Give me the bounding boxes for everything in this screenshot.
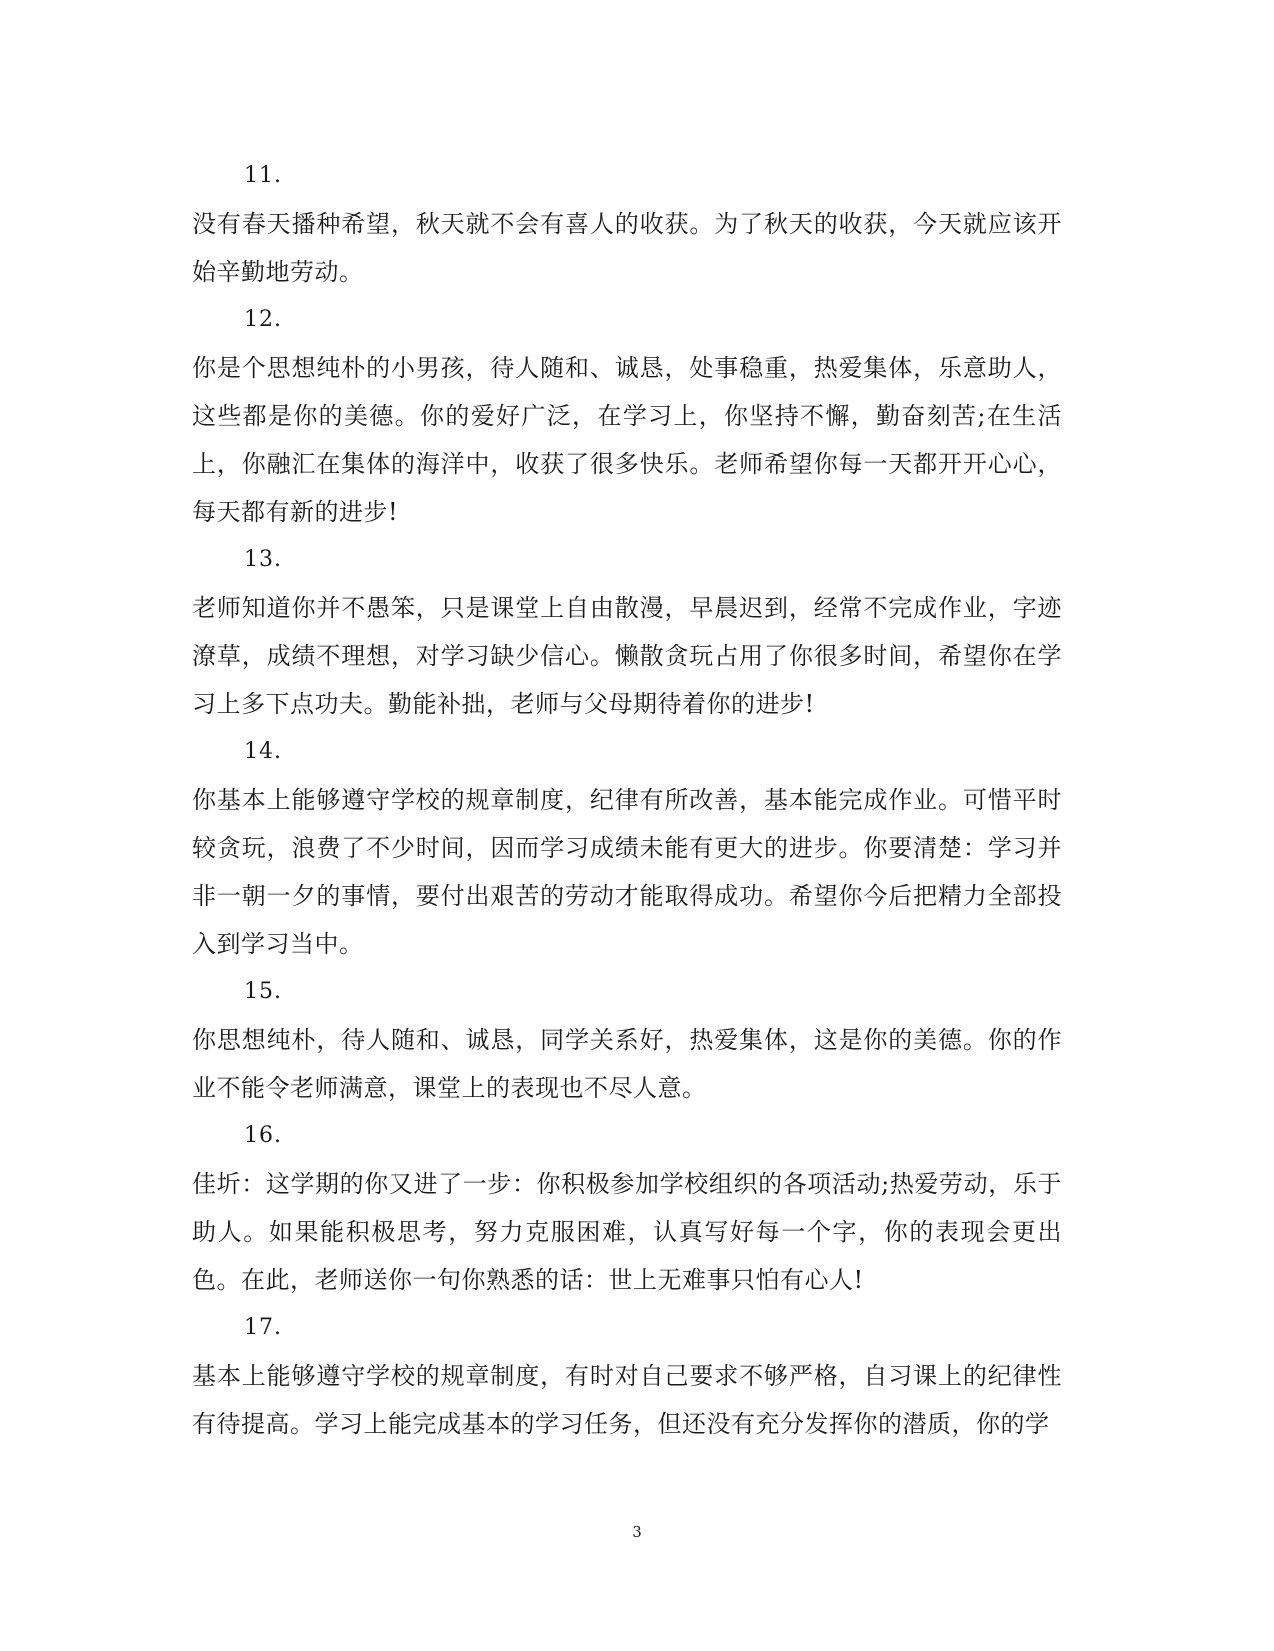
entry-text: 基本上能够遵守学校的规章制度，有时对自己要求不够严格，自习课上的纪律性有待提高。学习上能完成基本的学习任务，但还没有充分发挥你的潜质，你的学 [192,1362,1062,1438]
entry-12 [192,296,1062,536]
entry-text: 你思想纯朴，待人随和、诚恳，同学关系好，热爱集体，这是你的美德。你的作业不能令老师满意，课堂上的表现也不尽人意。 [192,1026,1062,1102]
entry-number: 13. [244,547,282,572]
entry-text: 你是个思想纯朴的小男孩，待人随和、诚恳，处事稳重，热爱集体，乐意助人，这些都是你的美德。你的爱好广泛，在学习上，你坚持不懈，勤奋刻苦;在生活上，你融汇在集体的海洋中，收获了很多快乐。老师希望你每一天都开开心心，每天都有新的进步! [192,354,1062,526]
entry-number: 14. [244,739,282,764]
entry-number: 15. [244,979,282,1004]
entry-number: 12. [244,307,282,332]
page-number: 3 [632,1523,642,1541]
entry-11 [192,152,1062,296]
entry-14 [192,728,1062,968]
entry-text: 佳圻：这学期的你又进了一步：你积极参加学校组织的各项活动;热爱劳动，乐于助人。如果能积极思考，努力克服困难，认真写好每一个字，你的表现会更出色。在此，老师送你一句你熟悉的话：世上无难事只怕有心人! [192,1170,1062,1294]
entry-16 [192,1112,1062,1304]
entry-number: 17. [244,1315,282,1340]
entry-text: 没有春天播种希望，秋天就不会有喜人的收获。为了秋天的收获，今天就应该开始辛勤地劳动。 [192,210,1062,286]
entry-17 [192,1304,1062,1448]
entry-number: 11. [244,163,282,188]
entry-13 [192,536,1062,728]
document-body [192,152,1062,1448]
entry-text: 老师知道你并不愚笨，只是课堂上自由散漫，早晨迟到，经常不完成作业，字迹潦草，成绩不理想，对学习缺少信心。懒散贪玩占用了你很多时间，希望你在学习上多下点功夫。勤能补拙，老师与父母期待着你的进步! [192,594,1062,718]
entry-number: 16. [244,1123,282,1148]
entry-text: 你基本上能够遵守学校的规章制度，纪律有所改善，基本能完成作业。可惜平时较贪玩，浪费了不少时间，因而学习成绩未能有更大的进步。你要清楚：学习并非一朝一夕的事情，要付出艰苦的劳动才能取得成功。希望你今后把精力全部投入到学习当中。 [192,786,1062,958]
entry-15 [192,968,1062,1112]
